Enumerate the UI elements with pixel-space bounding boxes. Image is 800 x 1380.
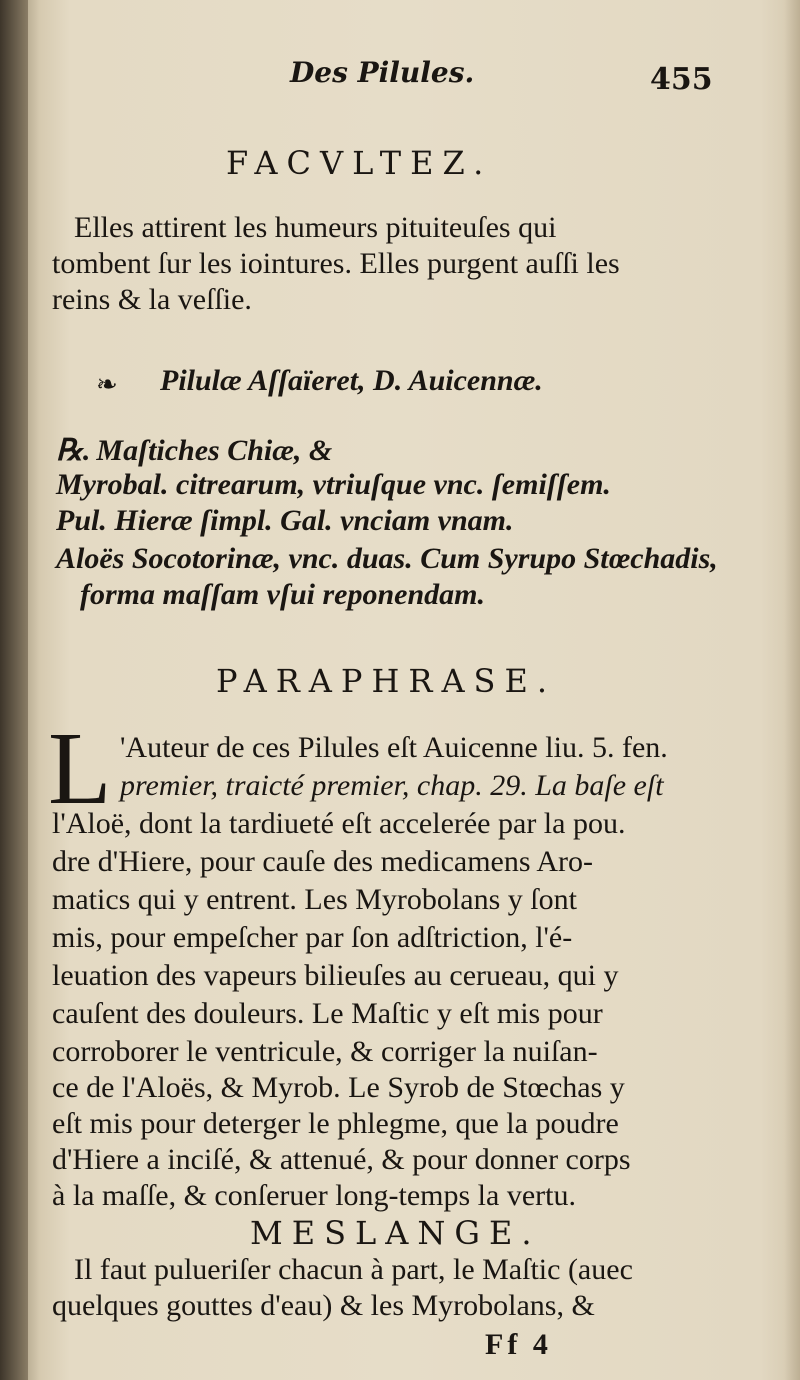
paraphrase-line: cauſent des douleurs. Le Maſtic y eſt mis pour [52,997,603,1030]
paraphrase-heading: PARAPHRASE. [216,662,556,700]
paraphrase-line: d'Hiere a inciſé, & attenué, & pour donner corps [52,1143,631,1176]
paraphrase-line: premier, traicté premier, chap. 29. La baſe eſt [120,769,664,802]
meslange-line: Il faut pulueriſer chacun à part, le Maſtic (auec [74,1253,633,1286]
paraphrase-line: leuation des vapeurs bilieuſes au cerueau, qui y [52,959,619,992]
recipe-line: forma maſſam vſui reponendam. [80,578,485,611]
running-head: Des Pilules. [290,56,475,89]
paraphrase-line: ce de l'Aloës, & Myrob. Le Syrob de Stœchas y [52,1071,625,1104]
paraphrase-line: mis, pour empeſcher par ſon adſtriction, l'é- [52,921,573,954]
meslange-line: quelques gouttes d'eau) & les Myrobolans, & [52,1289,595,1322]
drop-cap: L [48,711,112,826]
paraphrase-line: dre d'Hiere, pour cauſe des medicamens Aro- [52,845,594,878]
facultez-line: Elles attirent les humeurs pituiteuſes qui [74,211,557,244]
page-number: 455 [650,62,713,97]
paraphrase-line: l'Aloë, dont la tardiueté eſt accelerée par la pou. [52,807,626,840]
paraphrase-line: à la maſſe, & conſeruer long-temps la vertu. [52,1179,576,1212]
rx-symbol-icon: ℞. [56,434,91,467]
recipe-ingredient: Maſtiches Chiæ, & [96,434,333,467]
recipe-line: Myrobal. citrearum, vtriuſque vnc. ſemiſſem. [56,468,611,501]
paraphrase-line: corroborer le ventricule, & corriger la nuiſan- [52,1035,598,1068]
paraphrase-line: eſt mis pour deterger le phlegme, que la poudre [52,1107,619,1140]
meslange-heading: MESLANGE. [250,1214,541,1252]
fleuron-icon: ❧ [96,370,118,400]
recipe-line: Pul. Hieræ ſimpl. Gal. vnciam vnam. [56,504,514,537]
binding-gutter [0,0,28,1380]
recipe-line: Aloës Socotorinæ, vnc. duas. Cum Syrupo Stœchadis, [56,542,718,575]
facultez-line: reins & la veſſie. [52,283,252,316]
signature-mark: Ff 4 [485,1328,552,1361]
recipe-title: Pilulæ Aſſaïeret, D. Auicennæ. [160,364,543,397]
paraphrase-line: matics qui y entrent. Les Myrobolans y ſont [52,883,577,916]
facultez-line: tombent ſur les iointures. Elles purgent auſſi les [52,247,620,280]
facultez-heading: FACVLTEZ. [226,144,493,182]
page-edge-shadow [784,0,800,1380]
paraphrase-line: 'Auteur de ces Pilules eſt Auicenne liu. 5. fen. [120,731,668,764]
recipe-line [56,434,332,468]
